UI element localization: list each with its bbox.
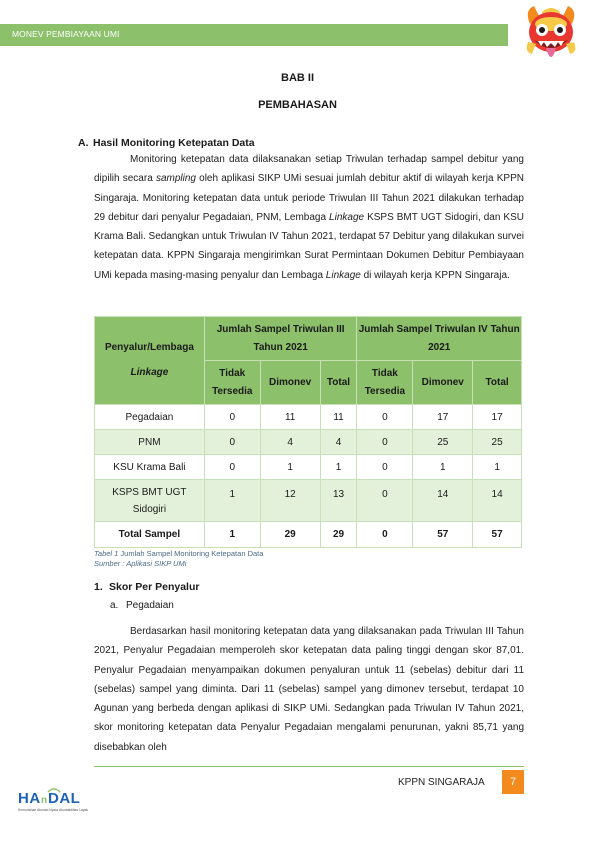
header-tidak-tersedia: Tidak Tersedia [204, 361, 260, 405]
cell-total-value: 1 [204, 522, 260, 548]
cell-penyalur: KSPS BMT UGT Sidogiri [95, 480, 205, 522]
section-a-number: A. [78, 137, 89, 149]
paragraph-emphasis: Linkage [325, 269, 361, 281]
table-caption [94, 549, 263, 569]
cell-value: 1 [413, 455, 473, 480]
header-banner-text: MONEV PEMBIAYAAN UMI [12, 29, 120, 39]
cell-value: 14 [473, 480, 522, 522]
cell-value: 0 [357, 455, 413, 480]
header-group-q4: Jumlah Sampel Triwulan IV Tahun 2021 [357, 317, 522, 361]
handal-logo-icon [18, 788, 110, 814]
caption-text: Jumlah Sampel Monitoring Ketepatan Data [118, 549, 264, 558]
cell-total-label: Total Sampel [95, 522, 205, 548]
paragraph-text: KSPS BMT UGT Sidogiri, dan KSU Krama Bali. Sedangkan untuk Triwulan IV Tahun 2021, terdapat 57 Debitur yang dilakukan survei ketepatan data. KPPN Singaraja mengirimkan Surat Permintaan Dokumen Debitur Pembiayaan UMi kepada masing-masing penyalur dan Lembaga [94, 211, 524, 281]
section-a-title: Hasil Monitoring Ketepatan Data [93, 137, 255, 149]
subsection-1a-number: a. [110, 600, 119, 611]
cell-value: 1 [260, 455, 320, 480]
header-banner [0, 24, 508, 46]
paragraph-text: Berdasarkan hasil monitoring ketepatan data yang dilaksanakan pada Triwulan III Tahun 2021, Penyalur Pegadaian memperoleh skor ketepatan data paling tinggi dengan skor 87,01. Penyalur Pegadaian menyampaikan dokumen penyaluran untuk 11 (sebelas) debitur dari 11 (sebelas) sampel yang diminta. Dari 11 (sebelas) sampel yang dimonev tersebut, terdapat 10 Agunan yang berbeda dengan aplikasi di SIKP UMi. Sedangkan pada Triwulan IV Tahun 2021, skor monitoring ketepatan data Penyalur Pegadaian mengalami penurunan, yakni 85,71 yang disebabkan oleh [94, 626, 524, 753]
subsection-1-title: Skor Per Penyalur [109, 581, 200, 593]
paragraph-emphasis: sampling [155, 173, 196, 185]
header-dimonev: Dimonev [413, 361, 473, 405]
header-group-q3: Jumlah Sampel Triwulan III Tahun 2021 [204, 317, 357, 361]
cell-total-value: 57 [473, 522, 522, 548]
cell-penyalur: Pegadaian [95, 405, 205, 430]
cell-value: 0 [204, 455, 260, 480]
svg-text:HA: HA [18, 790, 41, 807]
header-total: Total [320, 361, 357, 405]
svg-text:DAL: DAL [48, 790, 81, 807]
cell-total-value: 57 [413, 522, 473, 548]
chapter-label: BAB II [281, 72, 314, 84]
cell-total-value: 29 [320, 522, 357, 548]
subsection-1a-title: Pegadaian [126, 600, 174, 611]
cell-value: 0 [357, 430, 413, 455]
subsection-1-number: 1. [94, 581, 103, 593]
footer-divider [94, 766, 524, 767]
header-total: Total [473, 361, 522, 405]
header-penyalur-line1: Penyalur/Lembaga [104, 342, 194, 353]
cell-total-value: 29 [260, 522, 320, 548]
paragraph-text: Monitoring ketepatan data dilaksanakan setiap Triwulan terhadap sampel debitur yang dipilih secara [94, 154, 524, 185]
paragraph-text: di wilayah kerja KPPN Singaraja. [360, 269, 510, 281]
cell-value: 0 [204, 430, 260, 455]
cell-value: 4 [260, 430, 320, 455]
cell-value: 0 [357, 405, 413, 430]
header-dimonev: Dimonev [260, 361, 320, 405]
cell-value: 25 [413, 430, 473, 455]
logo-subtext: Kemudahan Akurasi Nyata Akuntabilitas Layak [18, 808, 89, 812]
header-penyalur-line2: Linkage [130, 367, 169, 378]
cell-value: 13 [320, 480, 357, 522]
page-number-badge: 7 [502, 770, 524, 794]
cell-penyalur: PNM [95, 430, 205, 455]
subsection-1a-paragraph [94, 622, 524, 757]
caption-label: Tabel 1 [94, 549, 119, 558]
table-total-row [95, 522, 522, 548]
sample-table [94, 316, 522, 548]
chapter-title: PEMBAHASAN [258, 99, 337, 111]
cell-value: 0 [204, 405, 260, 430]
header-penyalur [95, 317, 205, 405]
cell-value: 4 [320, 430, 357, 455]
cell-value: 1 [473, 455, 522, 480]
cell-value: 1 [320, 455, 357, 480]
cell-value: 0 [357, 480, 413, 522]
cell-value: 11 [320, 405, 357, 430]
cell-value: 12 [260, 480, 320, 522]
caption-source: Sumber : Aplikasi SIKP UMi [94, 559, 187, 568]
section-a-paragraph [94, 150, 524, 285]
svg-text:n: n [41, 795, 48, 806]
table-row [95, 405, 522, 430]
table-row [95, 430, 522, 455]
footer-office-name: KPPN SINGARAJA [398, 777, 485, 788]
paragraph-emphasis: Linkage [329, 211, 365, 223]
cell-penyalur: KSU Krama Bali [95, 455, 205, 480]
cell-value: 17 [413, 405, 473, 430]
barong-mask-icon [520, 2, 582, 68]
cell-value: 14 [413, 480, 473, 522]
table-row [95, 480, 522, 522]
cell-total-value: 0 [357, 522, 413, 548]
cell-value: 25 [473, 430, 522, 455]
paragraph-text: oleh aplikasi SIKP UMi sesuai jumlah debitur aktif di wilayah kerja KPPN Singaraja. Monitoring ketepatan data untuk periode Triwulan III Tahun 2021 dilakukan terhadap 29 debitur dari penyalur Pegadaian, PNM, Lembaga [94, 173, 524, 223]
header-tidak-tersedia: Tidak Tersedia [357, 361, 413, 405]
cell-value: 17 [473, 405, 522, 430]
cell-value: 1 [204, 480, 260, 522]
cell-value: 11 [260, 405, 320, 430]
table-row [95, 455, 522, 480]
